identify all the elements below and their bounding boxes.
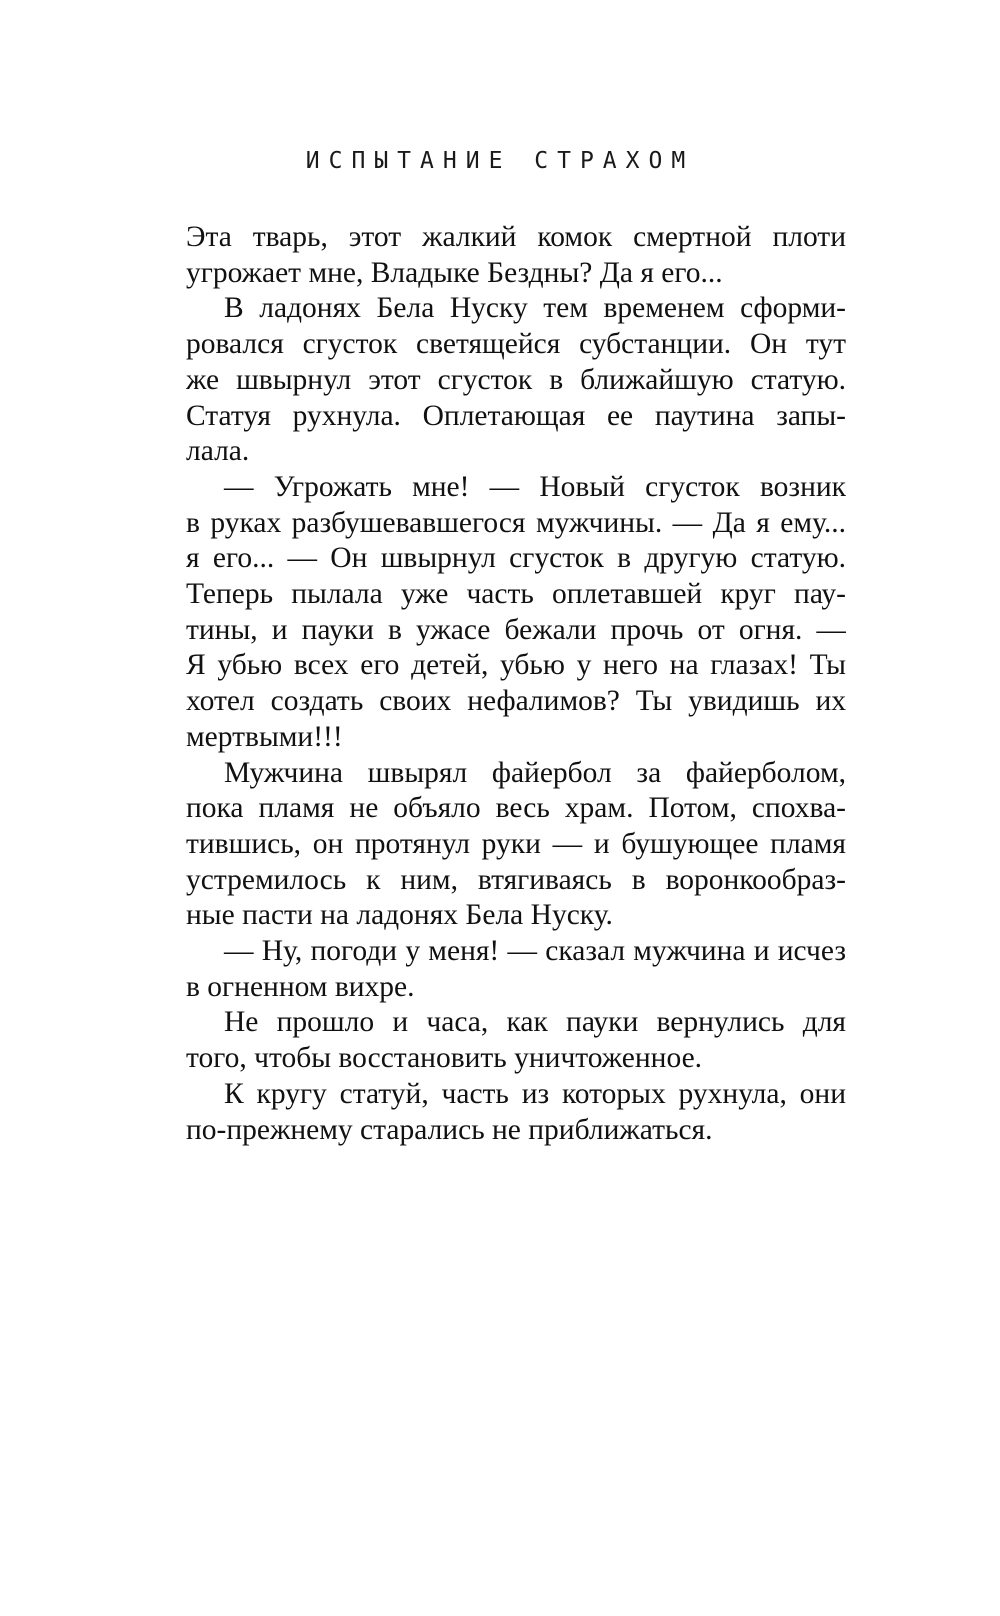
text-line: — Угрожать мне! — Новый сгусток возник xyxy=(224,470,846,503)
text-line: же швырнул этот сгусток в ближайшую статую. xyxy=(186,363,846,396)
running-head: ИСПЫТАНИЕ СТРАХОМ xyxy=(305,148,695,174)
text-line: Эта тварь, этот жалкий комок смертной плоти xyxy=(186,221,846,253)
text-line: в огненном вихре. xyxy=(186,970,415,1003)
text-line: того, чтобы восстановить уничтоженное. xyxy=(186,1042,703,1075)
text-line: Статуя рухнула. Оплетающая ее паутина запы- xyxy=(186,399,846,432)
paragraph xyxy=(186,1077,846,1148)
paragraph xyxy=(186,220,846,291)
text-line: я его... — Он швырнул сгусток в другую статую. xyxy=(186,542,846,575)
text-line: в руках разбушевавшегося мужчины. — Да я ему... xyxy=(186,506,846,539)
text-line: Теперь пылала уже часть оплетавшей круг пау- xyxy=(186,578,846,611)
text-line: устремилось к ним, втягиваясь в воронкообраз- xyxy=(186,863,846,896)
text-line: хотел создать своих нефалимов? Ты увидишь их xyxy=(186,685,846,718)
paragraph xyxy=(186,470,846,756)
text-line: ровался сгусток светящейся субстанции. Он тут xyxy=(186,328,846,361)
text-line: мертвыми!!! xyxy=(186,720,343,753)
text-line: Не прошло и часа, как пауки вернулись для xyxy=(224,1006,846,1039)
text-line: угрожает мне, Владыке Бездны? Да я его... xyxy=(186,256,723,289)
text-line: Мужчина швырял файербол за файерболом, xyxy=(224,756,846,789)
text-line: по-прежнему старались не приближаться. xyxy=(186,1113,713,1146)
paragraph xyxy=(186,934,846,1005)
paragraph xyxy=(186,756,846,935)
text-line: ные пасти на ладонях Бела Нуску. xyxy=(186,899,613,932)
text-line: В ладонях Бела Нуску тем временем сформи- xyxy=(224,292,846,325)
text-line: Я убью всех его детей, убью у него на глазах! Ты xyxy=(186,649,846,682)
paragraph xyxy=(186,291,846,470)
paragraph xyxy=(186,1005,846,1076)
text-line: тившись, он протянул руки — и бушующее пламя xyxy=(186,827,846,860)
text-line: К кругу статуй, часть из которых рухнула, они xyxy=(224,1077,846,1110)
text-line: пока пламя не объяло весь храм. Потом, спохва- xyxy=(186,792,846,825)
text-line: лала. xyxy=(186,435,250,468)
body-text xyxy=(186,220,846,1148)
text-line: — Ну, погоди у меня! — сказал мужчина и исчез xyxy=(224,935,846,968)
text-line: тины, и пауки в ужасе бежали прочь от огня. — xyxy=(186,613,846,646)
